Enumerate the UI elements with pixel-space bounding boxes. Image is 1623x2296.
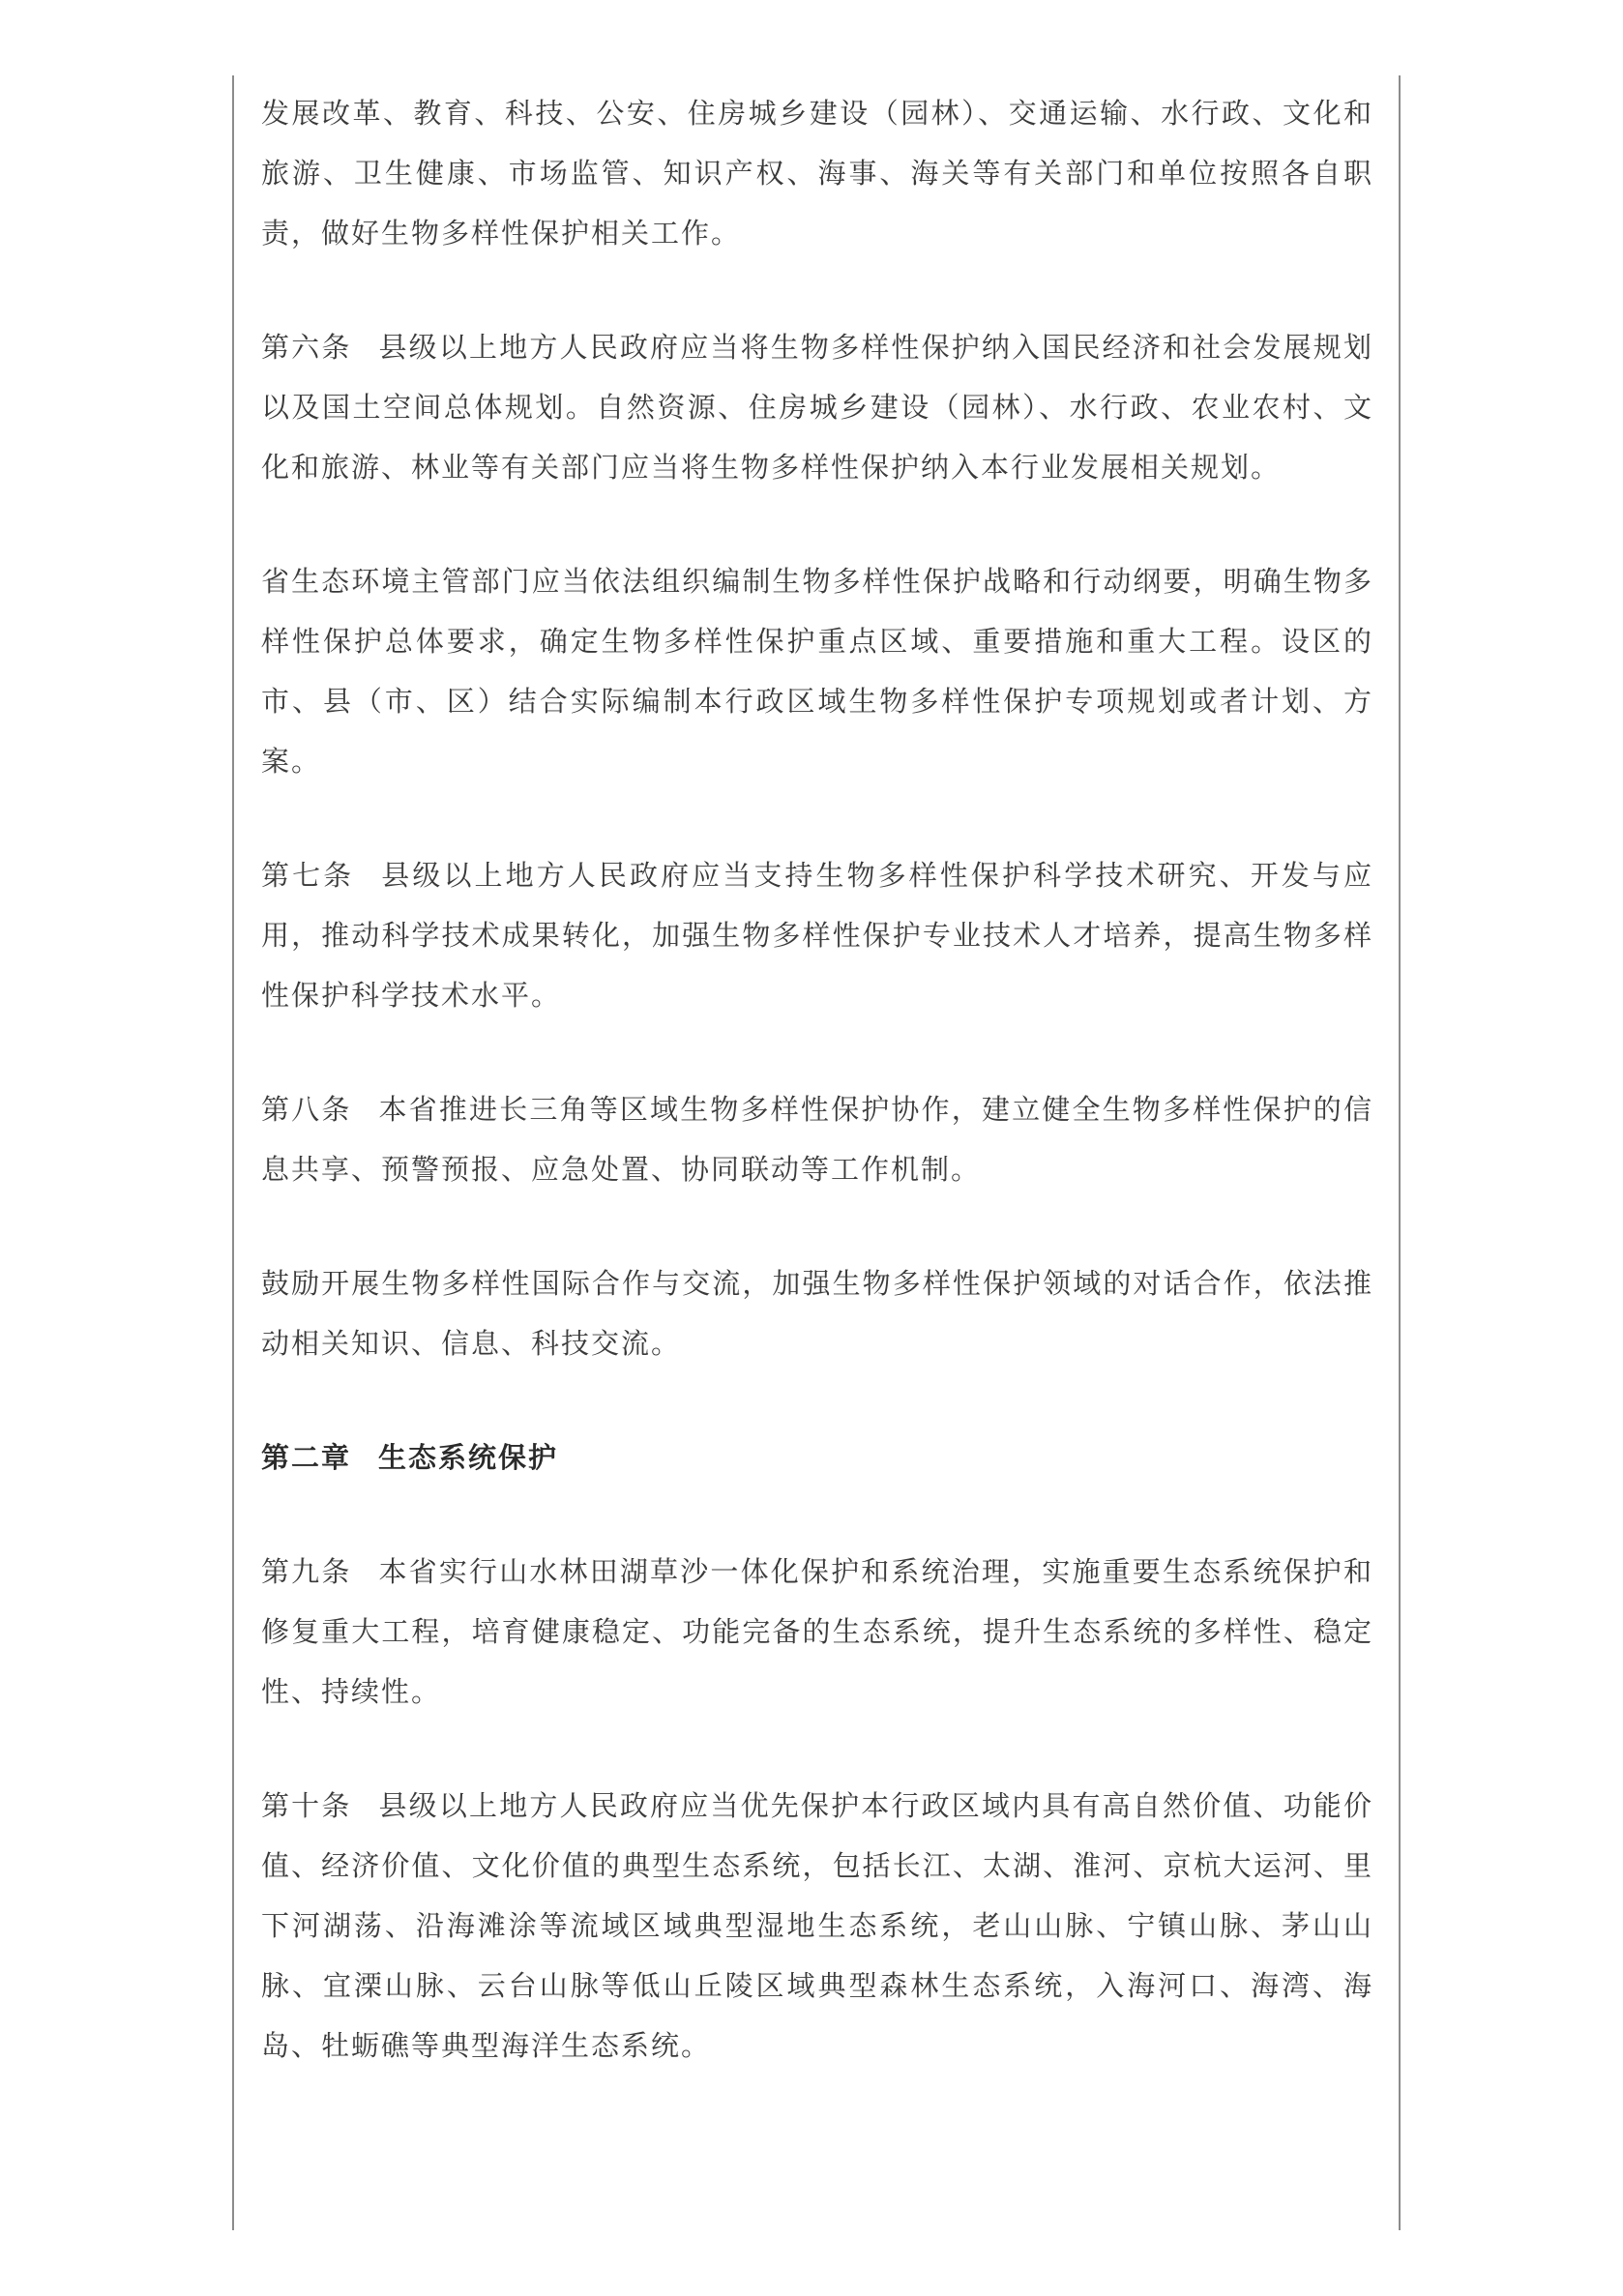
right-margin-rule: [1399, 75, 1401, 2230]
article-number: 第六条: [261, 331, 352, 364]
article-7-paragraph: 第七条 县级以上地方人民政府应当支持生物多样性保护科学技术研究、开发与应用，推动科学技术成果转化，加强生物多样性保护专业技术人才培养，提高生物多样性保护科学技术水平。: [261, 859, 1373, 1012]
article-number: 第九条: [261, 1555, 352, 1588]
article-number: 第七条: [261, 859, 355, 892]
article-6-paragraph: 第六条 县级以上地方人民政府应当将生物多样性保护纳入国民经济和社会发展规划以及国土空间总体规划。自然资源、住房城乡建设（园林）、水行政、农业农村、文化和旅游、林业等有关部门应当将生物多样性保护纳入本行业发展相关规划。: [261, 331, 1373, 484]
chapter-heading: [261, 1428, 1373, 1487]
chapter-title: 生态系统保护: [378, 1441, 559, 1474]
article-9-paragraph: 第九条 本省实行山水林田湖草沙一体化保护和系统治理，实施重要生态系统保护和修复重大工程，培育健康稳定、功能完备的生态系统，提升生态系统的多样性、稳定性、持续性。: [261, 1555, 1373, 1708]
chapter-number: 第二章: [261, 1441, 352, 1474]
document-body: [261, 83, 1373, 2130]
article-number: 第八条: [261, 1093, 352, 1126]
paragraph: 发展改革、教育、科技、公安、住房城乡建设（园林）、交通运输、水行政、文化和旅游、卫生健康、市场监管、知识产权、海事、海关等有关部门和单位按照各自职责，做好生物多样性保护相关工作。: [261, 97, 1373, 250]
article-8-paragraph: 第八条 本省推进长三角等区域生物多样性保护协作，建立健全生物多样性保护的信息共享、预警预报、应急处置、协同联动等工作机制。: [261, 1093, 1373, 1186]
article-10-paragraph: 第十条 县级以上地方人民政府应当优先保护本行政区域内具有高自然价值、功能价值、经济价值、文化价值的典型生态系统，包括长江、太湖、淮河、京杭大运河、里下河湖荡、沿海滩涂等流域区域典型湿地生态系统，老山山脉、宁镇山脉、茅山山脉、宜溧山脉、云台山脉等低山丘陵区域典型森林生态系统，入海河口、海湾、海岛、牡蛎礁等典型海洋生态系统。: [261, 1789, 1373, 2062]
paragraph: 省生态环境主管部门应当依法组织编制生物多样性保护战略和行动纲要，明确生物多样性保护总体要求，确定生物多样性保护重点区域、重要措施和重大工程。设区的市、县（市、区）结合实际编制本行政区域生物多样性保护专项规划或者计划、方案。: [261, 565, 1373, 778]
paragraph: 鼓励开展生物多样性国际合作与交流，加强生物多样性保护领域的对话合作，依法推动相关知识、信息、科技交流。: [261, 1267, 1373, 1360]
left-margin-rule: [232, 75, 234, 2230]
article-number: 第十条: [261, 1789, 352, 1822]
